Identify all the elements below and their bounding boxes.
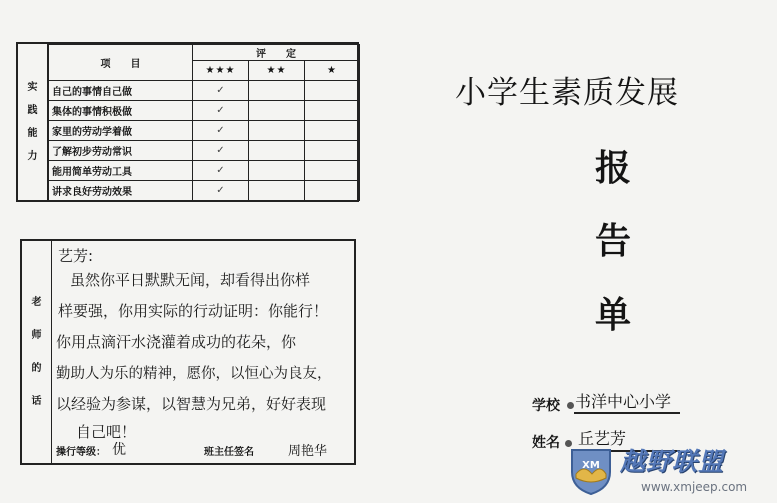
- comment-handwriting: [56, 243, 351, 460]
- check-mark-icon: ✓: [193, 81, 249, 101]
- svg-text:XM: XM: [582, 460, 600, 471]
- practice-grid: [48, 44, 360, 201]
- report-title: 小学生素质发展: [455, 75, 679, 111]
- title-char: 报: [594, 147, 631, 189]
- comment-greeting: 艺芳:: [58, 247, 94, 265]
- teacher-signature: 周艳华: [288, 444, 328, 459]
- check-mark-icon: ✓: [193, 141, 249, 161]
- star-column-3: ★★★: [193, 61, 249, 81]
- table-row: [49, 81, 360, 101]
- comment-side-title: [22, 241, 52, 463]
- row-item: 能用简单劳动工具: [49, 161, 193, 181]
- row-item: 家里的劳动学着做: [49, 121, 193, 141]
- header-rating: 评 定: [193, 45, 360, 61]
- school-label: 学校: [532, 398, 560, 414]
- side-char: 力: [27, 151, 38, 162]
- comment-line: 勤助人为乐的精神，愿你，以恒心为良友，: [56, 366, 332, 382]
- row-item: 了解初步劳动常识: [49, 141, 193, 161]
- side-char: 践: [27, 105, 38, 116]
- comment-line: 虽然你平日默默无闻，却看得出你样: [70, 271, 311, 289]
- practice-side-title: [18, 44, 48, 200]
- comment-line: 自己吧！: [76, 423, 137, 441]
- side-char: 话: [31, 396, 42, 407]
- check-mark-icon: ✓: [193, 121, 249, 141]
- comment-line: 样要强，你用实际的行动证明：你能行！: [58, 302, 329, 320]
- shield-logo-icon: [566, 444, 616, 496]
- practice-ability-table: [16, 42, 359, 202]
- side-char: 老: [31, 297, 42, 308]
- teacher-sign-label: 班主任签名: [204, 447, 254, 458]
- table-row: [49, 161, 360, 181]
- star-column-2: ★★: [249, 61, 305, 81]
- header-item: 项 目: [49, 45, 193, 81]
- side-char: 实: [27, 82, 38, 93]
- side-char: 的: [31, 363, 42, 374]
- table-row: [49, 101, 360, 121]
- row-item: 自己的事情自己做: [49, 81, 193, 101]
- school-underline: [574, 412, 680, 414]
- watermark-logo-text: 越野联盟: [620, 447, 725, 476]
- comment-footer: [56, 443, 350, 459]
- watermark-url: www.xmjeep.com: [641, 480, 748, 494]
- table-row: [49, 181, 360, 201]
- row-item: 集体的事情积极做: [49, 101, 193, 121]
- side-char: 能: [27, 128, 38, 139]
- check-mark-icon: ✓: [193, 181, 249, 201]
- table-row: [49, 121, 360, 141]
- star-column-1: ★: [305, 61, 360, 81]
- title-char: 单: [594, 294, 631, 336]
- name-label: 姓名: [532, 435, 560, 451]
- colon-dot-icon: [567, 402, 574, 409]
- table-row: [49, 141, 360, 161]
- side-char: 师: [31, 330, 42, 341]
- conduct-value: 优: [112, 442, 126, 458]
- comment-line: 你用点滴汗水浇灌着成功的花朵，你: [56, 333, 297, 351]
- comment-line: 以经验为参谋，以智慧为兄弟，好好表现: [56, 395, 327, 413]
- school-value: 书洋中心小学: [575, 392, 672, 411]
- check-mark-icon: ✓: [193, 101, 249, 121]
- teacher-comment-box: [20, 239, 356, 465]
- row-item: 讲求良好劳动效果: [49, 181, 193, 201]
- name-value: 丘艺芳: [578, 429, 627, 448]
- conduct-label: 操行等级：: [56, 447, 106, 458]
- check-mark-icon: ✓: [193, 161, 249, 181]
- title-char: 告: [594, 220, 631, 262]
